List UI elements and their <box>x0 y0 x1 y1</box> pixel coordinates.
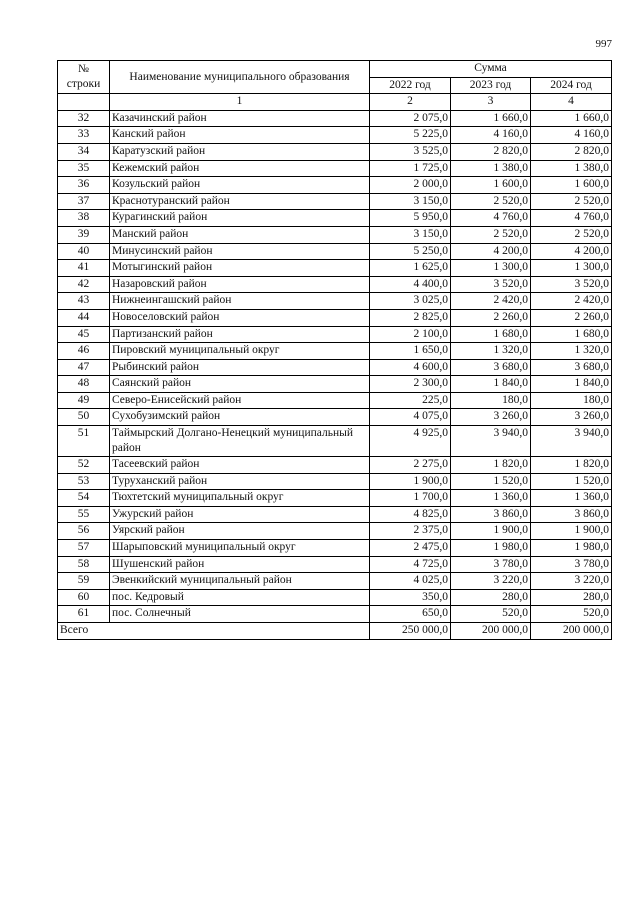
value-2024: 1 520,0 <box>531 473 612 490</box>
row-number: 54 <box>58 490 110 507</box>
value-2022: 4 600,0 <box>370 359 451 376</box>
row-number: 41 <box>58 260 110 277</box>
value-2023: 1 600,0 <box>451 177 531 194</box>
index-cell: 4 <box>531 94 612 111</box>
table-row <box>58 457 612 474</box>
value-2023: 2 260,0 <box>451 309 531 326</box>
municipality-name: Новоселовский район <box>110 309 370 326</box>
value-2023: 3 220,0 <box>451 573 531 590</box>
value-2024: 1 300,0 <box>531 260 612 277</box>
value-2022: 4 075,0 <box>370 409 451 426</box>
row-number: 40 <box>58 243 110 260</box>
row-number: 36 <box>58 177 110 194</box>
value-2022: 2 375,0 <box>370 523 451 540</box>
index-cell <box>58 94 110 111</box>
value-2023: 1 820,0 <box>451 457 531 474</box>
value-2024: 180,0 <box>531 392 612 409</box>
table-row <box>58 243 612 260</box>
table-row <box>58 409 612 426</box>
total-label: Всего <box>58 623 370 640</box>
municipality-name: Казачинский район <box>110 110 370 127</box>
municipality-name: Туруханский район <box>110 473 370 490</box>
table-row <box>58 276 612 293</box>
value-2024: 3 780,0 <box>531 556 612 573</box>
table-row <box>58 343 612 360</box>
header-row-no: № строки <box>58 61 110 94</box>
table-row <box>58 573 612 590</box>
total-2023: 200 000,0 <box>451 623 531 640</box>
municipality-name: Манский район <box>110 226 370 243</box>
municipality-name: Партизанский район <box>110 326 370 343</box>
value-2023: 1 360,0 <box>451 490 531 507</box>
header-name: Наименование муниципального образования <box>110 61 370 94</box>
value-2024: 3 220,0 <box>531 573 612 590</box>
value-2024: 1 900,0 <box>531 523 612 540</box>
value-2023: 280,0 <box>451 589 531 606</box>
value-2023: 1 980,0 <box>451 540 531 557</box>
value-2022: 5 225,0 <box>370 127 451 144</box>
value-2022: 4 400,0 <box>370 276 451 293</box>
value-2022: 1 725,0 <box>370 160 451 177</box>
municipality-name: Нижнеингашский район <box>110 293 370 310</box>
value-2022: 5 250,0 <box>370 243 451 260</box>
municipality-name: Назаровский район <box>110 276 370 293</box>
municipality-name: Курагинский район <box>110 210 370 227</box>
value-2023: 1 680,0 <box>451 326 531 343</box>
row-number: 46 <box>58 343 110 360</box>
table-row <box>58 226 612 243</box>
value-2023: 1 380,0 <box>451 160 531 177</box>
municipality-name: Шушенский район <box>110 556 370 573</box>
header-year-2022: 2022 год <box>370 77 451 94</box>
value-2024: 4 200,0 <box>531 243 612 260</box>
row-number: 61 <box>58 606 110 623</box>
value-2022: 2 000,0 <box>370 177 451 194</box>
municipality-name: Пировский муниципальный округ <box>110 343 370 360</box>
row-number: 45 <box>58 326 110 343</box>
value-2024: 2 820,0 <box>531 143 612 160</box>
header-sum: Сумма <box>370 61 612 78</box>
value-2022: 3 150,0 <box>370 226 451 243</box>
value-2023: 2 820,0 <box>451 143 531 160</box>
value-2024: 520,0 <box>531 606 612 623</box>
value-2023: 3 780,0 <box>451 556 531 573</box>
value-2022: 2 475,0 <box>370 540 451 557</box>
value-2023: 1 320,0 <box>451 343 531 360</box>
value-2024: 1 320,0 <box>531 343 612 360</box>
header-year-2023: 2023 год <box>451 77 531 94</box>
row-number: 57 <box>58 540 110 557</box>
row-number: 47 <box>58 359 110 376</box>
table-row <box>58 177 612 194</box>
municipality-name: Мотыгинский район <box>110 260 370 277</box>
table-row <box>58 589 612 606</box>
table-row <box>58 392 612 409</box>
municipality-name: Тасеевский район <box>110 457 370 474</box>
value-2024: 4 160,0 <box>531 127 612 144</box>
value-2024: 1 380,0 <box>531 160 612 177</box>
value-2022: 1 625,0 <box>370 260 451 277</box>
table-row <box>58 143 612 160</box>
value-2024: 2 520,0 <box>531 193 612 210</box>
value-2023: 2 520,0 <box>451 193 531 210</box>
municipality-name: Козульский район <box>110 177 370 194</box>
value-2024: 3 680,0 <box>531 359 612 376</box>
row-number: 56 <box>58 523 110 540</box>
row-number: 32 <box>58 110 110 127</box>
value-2024: 1 660,0 <box>531 110 612 127</box>
row-number: 59 <box>58 573 110 590</box>
table-row <box>58 110 612 127</box>
value-2022: 3 025,0 <box>370 293 451 310</box>
row-number: 60 <box>58 589 110 606</box>
row-number: 50 <box>58 409 110 426</box>
index-cell: 1 <box>110 94 370 111</box>
municipality-name: Шарыповский муниципальный округ <box>110 540 370 557</box>
value-2022: 1 900,0 <box>370 473 451 490</box>
value-2024: 4 760,0 <box>531 210 612 227</box>
row-number: 51 <box>58 426 110 457</box>
value-2024: 2 260,0 <box>531 309 612 326</box>
municipality-name: Канский район <box>110 127 370 144</box>
table-row <box>58 490 612 507</box>
value-2022: 1 700,0 <box>370 490 451 507</box>
municipality-name: Минусинский район <box>110 243 370 260</box>
value-2023: 3 260,0 <box>451 409 531 426</box>
value-2024: 1 840,0 <box>531 376 612 393</box>
table-row <box>58 540 612 557</box>
total-2022: 250 000,0 <box>370 623 451 640</box>
municipality-name: Тюхтетский муниципальный округ <box>110 490 370 507</box>
table-row <box>58 293 612 310</box>
value-2022: 4 925,0 <box>370 426 451 457</box>
municipality-name: пос. Солнечный <box>110 606 370 623</box>
value-2022: 2 825,0 <box>370 309 451 326</box>
value-2022: 4 725,0 <box>370 556 451 573</box>
value-2023: 180,0 <box>451 392 531 409</box>
value-2023: 4 760,0 <box>451 210 531 227</box>
value-2022: 2 100,0 <box>370 326 451 343</box>
table-row <box>58 473 612 490</box>
value-2022: 350,0 <box>370 589 451 606</box>
value-2022: 225,0 <box>370 392 451 409</box>
value-2024: 1 600,0 <box>531 177 612 194</box>
index-cell: 2 <box>370 94 451 111</box>
table-body <box>58 110 612 622</box>
row-number: 44 <box>58 309 110 326</box>
value-2024: 1 980,0 <box>531 540 612 557</box>
table-row <box>58 326 612 343</box>
table-row <box>58 127 612 144</box>
value-2023: 1 520,0 <box>451 473 531 490</box>
value-2024: 3 520,0 <box>531 276 612 293</box>
row-number: 58 <box>58 556 110 573</box>
table-row <box>58 193 612 210</box>
row-number: 34 <box>58 143 110 160</box>
municipality-name: Каратузский район <box>110 143 370 160</box>
row-number: 55 <box>58 506 110 523</box>
value-2022: 2 075,0 <box>370 110 451 127</box>
table-row <box>58 376 612 393</box>
row-number: 49 <box>58 392 110 409</box>
row-number: 33 <box>58 127 110 144</box>
municipality-name: Краснотуранский район <box>110 193 370 210</box>
municipality-name: Кежемский район <box>110 160 370 177</box>
municipality-name: Уярский район <box>110 523 370 540</box>
table-row <box>58 556 612 573</box>
municipality-name: Эвенкийский муниципальный район <box>110 573 370 590</box>
total-row <box>58 623 612 640</box>
table-row <box>58 523 612 540</box>
value-2022: 3 150,0 <box>370 193 451 210</box>
value-2024: 3 260,0 <box>531 409 612 426</box>
value-2023: 4 200,0 <box>451 243 531 260</box>
table-row <box>58 210 612 227</box>
municipality-name: Саянский район <box>110 376 370 393</box>
value-2023: 1 660,0 <box>451 110 531 127</box>
value-2023: 520,0 <box>451 606 531 623</box>
row-number: 52 <box>58 457 110 474</box>
value-2022: 2 300,0 <box>370 376 451 393</box>
header-year-2024: 2024 год <box>531 77 612 94</box>
value-2022: 4 825,0 <box>370 506 451 523</box>
value-2023: 2 420,0 <box>451 293 531 310</box>
value-2024: 2 520,0 <box>531 226 612 243</box>
value-2024: 3 940,0 <box>531 426 612 457</box>
value-2023: 3 940,0 <box>451 426 531 457</box>
table-row <box>58 309 612 326</box>
row-number: 39 <box>58 226 110 243</box>
value-2023: 2 520,0 <box>451 226 531 243</box>
value-2022: 5 950,0 <box>370 210 451 227</box>
row-number: 48 <box>58 376 110 393</box>
value-2023: 3 680,0 <box>451 359 531 376</box>
table-row <box>58 359 612 376</box>
value-2023: 3 860,0 <box>451 506 531 523</box>
value-2024: 1 680,0 <box>531 326 612 343</box>
value-2024: 2 420,0 <box>531 293 612 310</box>
table-row <box>58 160 612 177</box>
table-row <box>58 506 612 523</box>
municipality-name: Рыбинский район <box>110 359 370 376</box>
table-row <box>58 426 612 457</box>
municipality-name: Сухобузимский район <box>110 409 370 426</box>
table-row <box>58 606 612 623</box>
row-number: 35 <box>58 160 110 177</box>
table-row <box>58 260 612 277</box>
value-2024: 280,0 <box>531 589 612 606</box>
value-2022: 650,0 <box>370 606 451 623</box>
municipality-name: Таймырский Долгано-Ненецкий муниципальный район <box>110 426 370 457</box>
value-2022: 2 275,0 <box>370 457 451 474</box>
row-number: 53 <box>58 473 110 490</box>
total-2024: 200 000,0 <box>531 623 612 640</box>
municipality-name: Северо-Енисейский район <box>110 392 370 409</box>
municipality-name: пос. Кедровый <box>110 589 370 606</box>
value-2022: 1 650,0 <box>370 343 451 360</box>
value-2023: 1 840,0 <box>451 376 531 393</box>
row-number: 43 <box>58 293 110 310</box>
row-number: 37 <box>58 193 110 210</box>
index-cell: 3 <box>451 94 531 111</box>
value-2023: 1 900,0 <box>451 523 531 540</box>
row-number: 42 <box>58 276 110 293</box>
value-2022: 4 025,0 <box>370 573 451 590</box>
row-number: 38 <box>58 210 110 227</box>
value-2023: 3 520,0 <box>451 276 531 293</box>
value-2022: 3 525,0 <box>370 143 451 160</box>
value-2024: 1 820,0 <box>531 457 612 474</box>
budget-table <box>57 60 612 640</box>
page-number: 997 <box>595 38 612 50</box>
value-2023: 1 300,0 <box>451 260 531 277</box>
value-2024: 3 860,0 <box>531 506 612 523</box>
value-2023: 4 160,0 <box>451 127 531 144</box>
value-2024: 1 360,0 <box>531 490 612 507</box>
municipality-name: Ужурский район <box>110 506 370 523</box>
